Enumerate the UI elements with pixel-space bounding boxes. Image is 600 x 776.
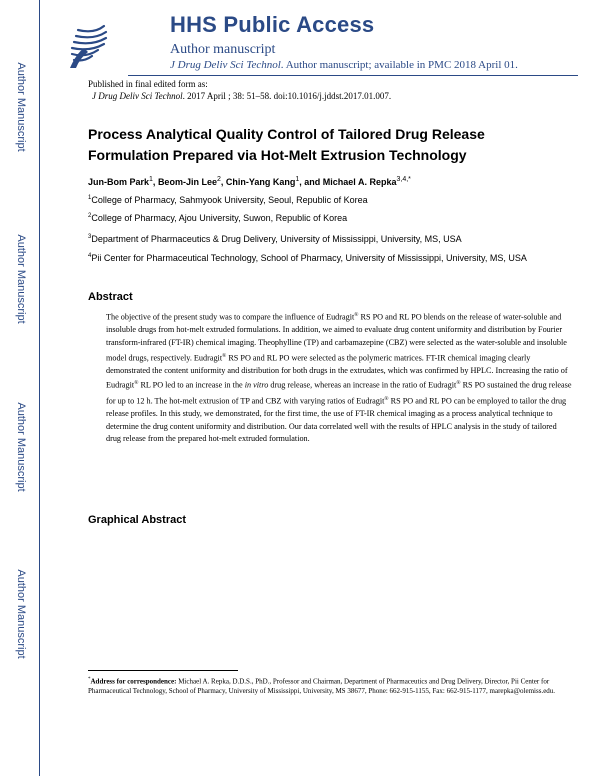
author-manuscript-label: Author manuscript xyxy=(170,42,276,57)
author-name: Jun-Bom Park xyxy=(88,177,150,187)
abstract-body: The objective of the present study was to compare the influence of Eudragit® RS PO and RL PO blends on the release of water-soluble and insoluble drugs from hot-melt extruded formulations. In addition, we aimed to evaluate drug content uniformity and distribution by Fourier transform-infrared (FT-IR) chemical imaging. Theophylline (TP) and carbamazepine (CBZ) were selected as the water-soluble and insoluble model drugs, respectively. Eudragit® RS PO and RL PO were selected as the polymeric matrices. FT-IR chemical imaging clearly demonstrated the content uniformity and distribution for both drugs in the extrudates, which was confirmed by HPLC. Increasing the ratio of Eudragit® RL PO led to an increase in the in vitro drug release, whereas an increase in the ratio of Eudragit® RS PO sustained the drug release for up to 12 h. The hot-melt extrusion of TP and CBZ with varying ratios of Eudragit® RS PO and RL PO can be employed to tailor the drug release profiles. In this study, we demonstrated, for the first time, the use of FT-IR chemical imaging as a process analytical technique to determine the drug content uniformity and distribution. Our data correlated well with the results of HPLC analysis in the study of tailored drug release from the prepared hot-melt extruded formulation. xyxy=(106,312,572,444)
article-title: Process Analytical Quality Control of Tailored Drug Release Formulation Prepared via Hot-Melt Extrusion Technology xyxy=(88,126,485,163)
graphical-abstract-heading: Graphical Abstract xyxy=(88,514,187,526)
abstract-heading: Abstract xyxy=(88,291,133,303)
author-list: Jun-Bom Park$^1$, Beom-Jin Lee$^2$, Chin-Yang Kang$^1$, and Michael A. Repka$^{3,4,*}$ xyxy=(88,176,411,187)
affiliation: $^4$Pii Center for Pharmaceutical Technology, School of Pharmacy, University of Mississippi, University, MS, USA xyxy=(88,253,527,263)
author-name: Beom-Jin Lee xyxy=(157,177,217,187)
hhs-eagle-logo-icon xyxy=(64,24,114,70)
footnote-rule xyxy=(88,670,238,671)
author-name: Chin-Yang Kang xyxy=(225,177,296,187)
header-rule xyxy=(128,75,578,76)
sidebar-divider xyxy=(39,0,40,776)
hhs-header xyxy=(40,0,600,76)
hhs-public-access-title: HHS Public Access xyxy=(170,12,375,37)
author-name: Michael A. Repka xyxy=(322,177,397,187)
affiliation: $^3$Department of Pharmaceutics & Drug Delivery, University of Mississippi, University, MS, USA xyxy=(88,234,462,244)
journal-availability-line: J Drug Deliv Sci Technol. Author manuscript; available in PMC 2018 April 01. xyxy=(170,59,518,71)
published-label: Published in final edited form as: xyxy=(88,79,208,89)
affiliation: $^1$College of Pharmacy, Sahmyook University, Seoul, Republic of Korea xyxy=(88,195,368,205)
sidebar-label: Author Manuscript xyxy=(15,234,27,324)
sidebar-label: Author Manuscript xyxy=(15,569,27,659)
affiliation: $^2$College of Pharmacy, Ajou University, Suwon, Republic of Korea xyxy=(88,213,348,223)
citation: J Drug Deliv Sci Technol. 2017 April ; 38: 51–58. doi:10.1016/j.jddst.2017.01.007. xyxy=(92,91,392,101)
publication-info xyxy=(88,78,391,102)
author-manuscript-sidebar xyxy=(0,0,40,776)
sidebar-label: Author Manuscript xyxy=(15,62,27,152)
sidebar-label: Author Manuscript xyxy=(15,402,27,492)
correspondence-footnote: *Address for correspondence: Michael A. Repka, D.D.S., PhD., Professor and Chairman, Department of Pharmaceutics and Drug Delivery, Director, Pii Center for Pharmaceutical Technology, School of Pharmacy, University of Mississippi, University, MS 38677, Phone: 662-915-1155, Fax: 662-915-1177, marepka@olemiss.edu. xyxy=(88,677,556,696)
